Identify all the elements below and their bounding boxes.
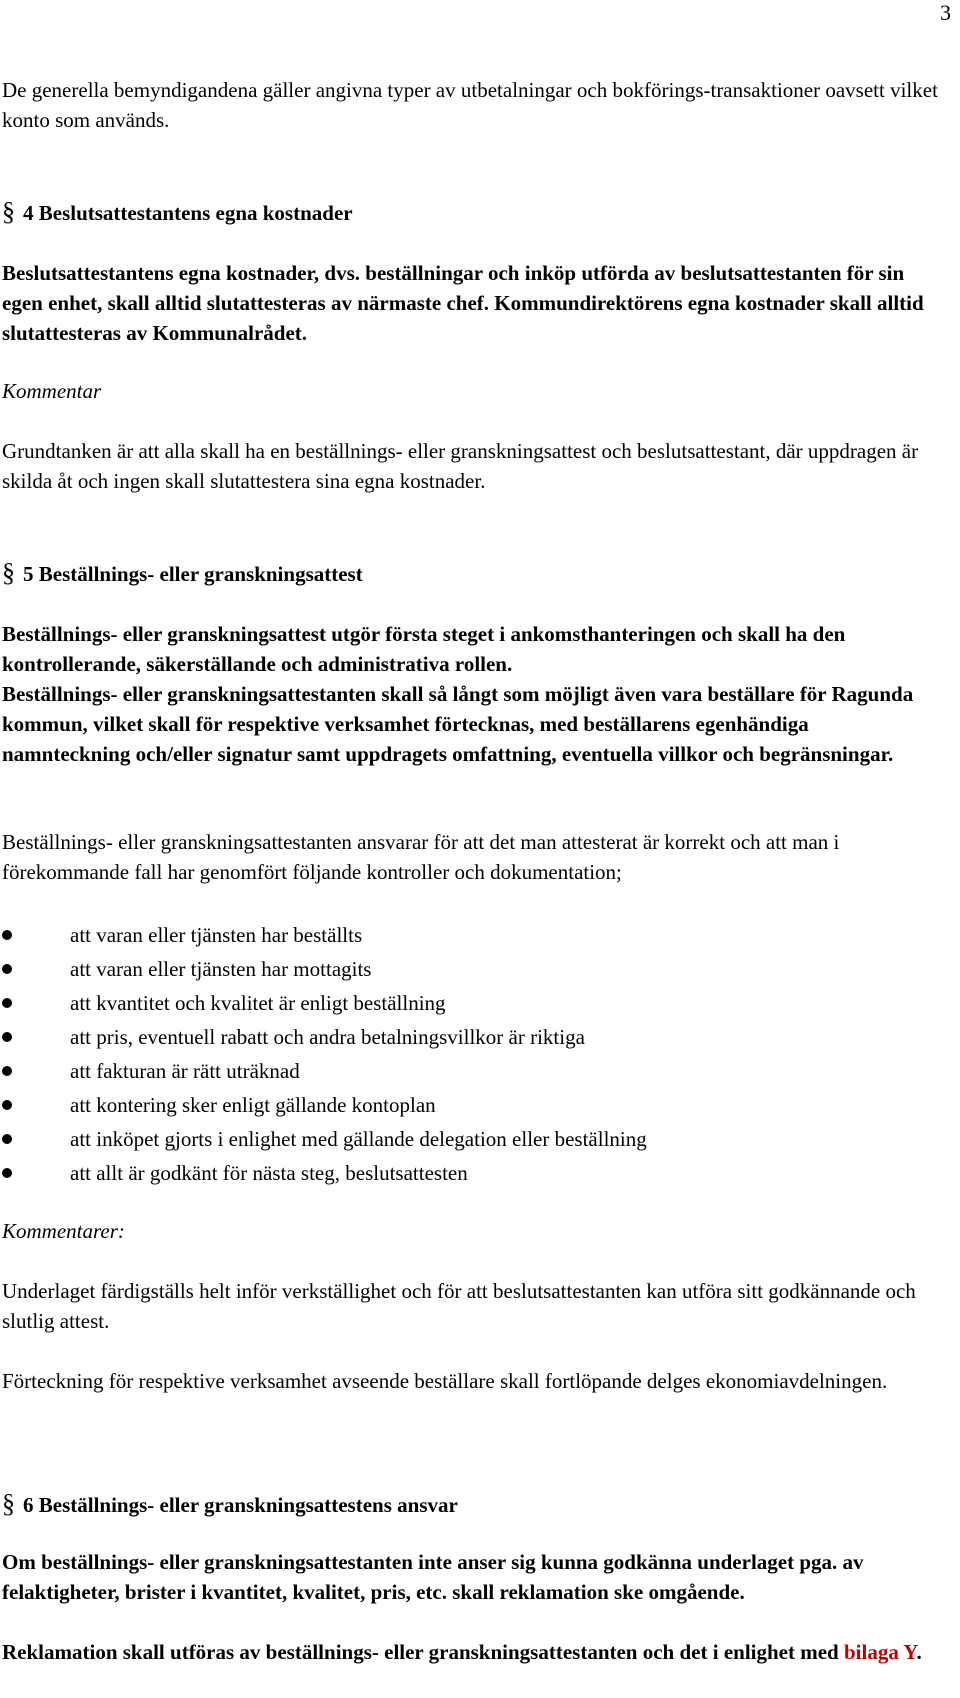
section-4-comment-label: Kommentar (2, 379, 102, 403)
list-item: att kontering sker enligt gällande kontoplan (0, 1088, 940, 1122)
bullet-icon (2, 1066, 12, 1076)
section-5-body-2: Beställnings- eller granskningsattestanten skall så långt som möjligt även vara beställare för Ragunda kommun, vilket skall för respektive verksamhet förtecknas, med beställarens egenhändiga namnteckning och/eller signatur samt uppdragets omfattning, eventuella villkor och begränsningar. (2, 682, 914, 766)
section-4-heading (2, 194, 942, 231)
list-item: att kvantitet och kvalitet är enligt beställning (0, 986, 940, 1020)
section-6-heading (2, 1486, 942, 1523)
list-item: att allt är godkänt för nästa steg, beslutsattesten (0, 1156, 940, 1190)
section-4-comment: Grundtanken är att alla skall ha en beställnings- eller granskningsattest och beslutsattestant, där uppdragen är skilda åt och ingen skall slutattestera sina egna kostnader. (2, 439, 919, 493)
intro-paragraph: De generella bemyndigandena gäller angivna typer av utbetalningar och bokförings-transaktioner oavsett vilket konto som används. (2, 78, 938, 132)
bullet-icon (2, 930, 12, 940)
checks-list (0, 918, 940, 1190)
list-item: att varan eller tjänsten har mottagits (0, 952, 940, 986)
bullet-icon (2, 1032, 12, 1042)
section-5-responsibility: Beställnings- eller granskningsattestanten ansvarar för att det man attesterat är korrekt och att man i förekommande fall har genomfört följande kontroller och dokumentation; (2, 830, 840, 884)
bullet-icon (2, 964, 12, 974)
list-item: att varan eller tjänsten har beställts (0, 918, 940, 952)
bullet-icon (2, 1168, 12, 1178)
list-item: att fakturan är rätt uträknad (0, 1054, 940, 1088)
section-5-comment-2: Förteckning för respektive verksamhet avseende beställare skall fortlöpande delges ekonomiavdelningen. (2, 1369, 888, 1393)
section-6-body-1: Om beställnings- eller granskningsattestanten inte anser sig kunna godkänna underlaget pga. av felaktigheter, brister i kvantitet, kvalitet, pris, etc. skall reklamation ske omgående. (2, 1550, 864, 1604)
section-6-body-2: Reklamation skall utföras av beställnings- eller granskningsattestanten och det i enlighet med bilaga Y. (2, 1640, 922, 1664)
section-symbol: § (2, 558, 15, 587)
section-5-comment-1: Underlaget färdigställs helt inför verkställighet och för att beslutsattestanten kan utföra sitt godkännande och slutlig attest. (2, 1279, 916, 1333)
bullet-icon (2, 998, 12, 1008)
section-symbol: § (2, 197, 15, 226)
section-6-title: 6 Beställnings- eller granskningsattestens ansvar (23, 1493, 458, 1517)
list-item: att inköpet gjorts i enlighet med gällande delegation eller beställning (0, 1122, 940, 1156)
section-4-title: 4 Beslutsattestantens egna kostnader (23, 201, 353, 225)
section-4-body: Beslutsattestantens egna kostnader, dvs. beställningar och inköp utförda av beslutsattestanten för sin egen enhet, skall alltid slutattesteras av närmaste chef. Kommundirektörens egna kostnader skall alltid slutattesteras av Kommunalrådet. (2, 261, 924, 345)
section-5-heading (2, 555, 942, 592)
bilaga-y-reference: bilaga Y (843, 1640, 917, 1664)
section-5-comments-label: Kommentarer: (2, 1219, 125, 1243)
section-5-title: 5 Beställnings- eller granskningsattest (23, 562, 363, 586)
list-item: att pris, eventuell rabatt och andra betalningsvillkor är riktiga (0, 1020, 940, 1054)
section-5-body-1: Beställnings- eller granskningsattest utgör första steget i ankomsthanteringen och skall ha den kontrollerande, säkerställande och administrativa rollen. (2, 622, 846, 676)
bullet-icon (2, 1134, 12, 1144)
page-number: 3 (940, 0, 951, 25)
bullet-icon (2, 1100, 12, 1110)
section-symbol: § (2, 1489, 15, 1518)
